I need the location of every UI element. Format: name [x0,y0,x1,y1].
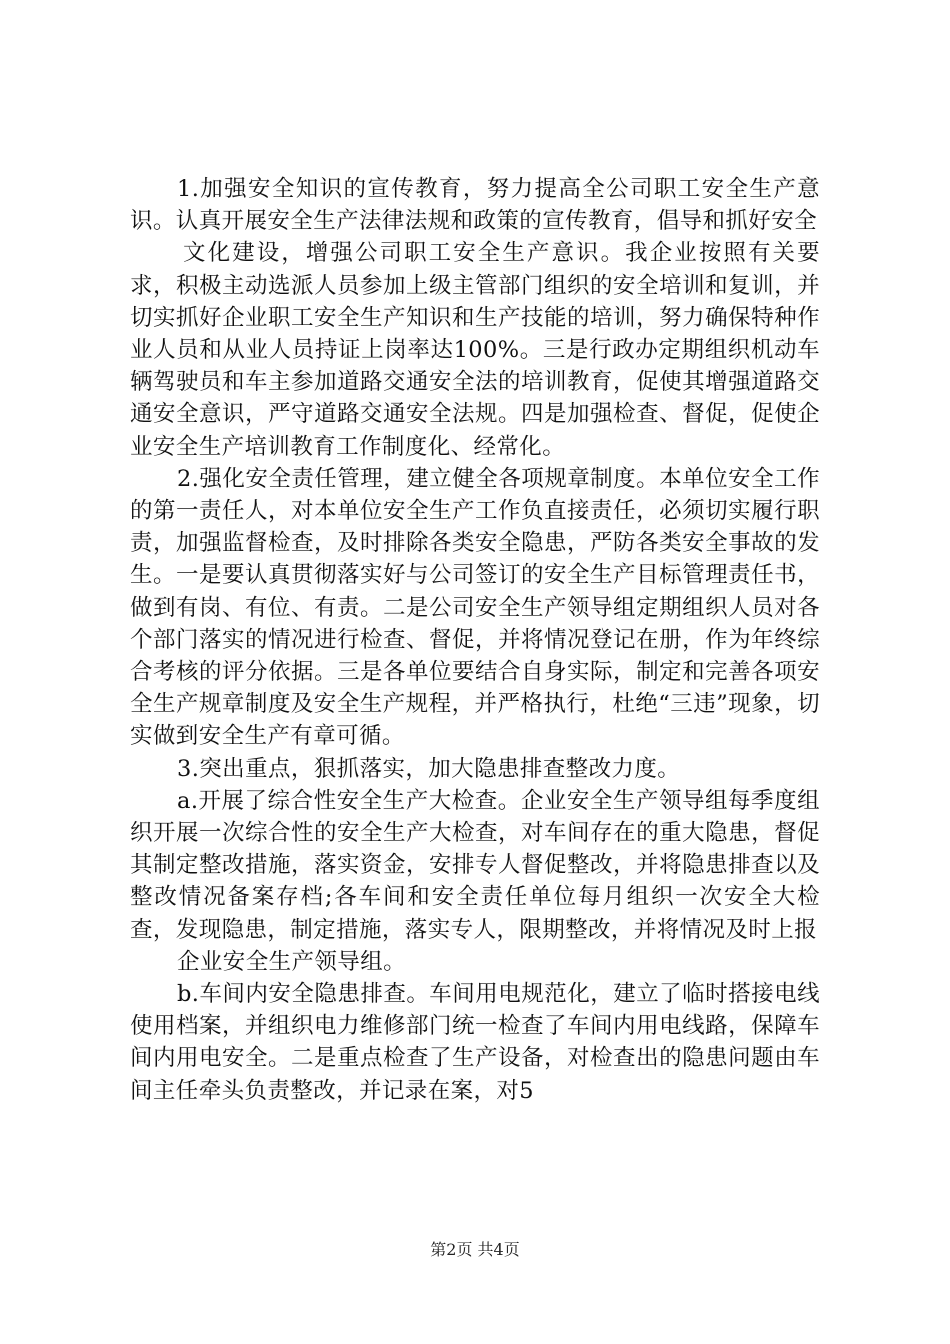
paragraph-5: a.开展了综合性安全生产大检查。企业安全生产领导组每季度组织开展一次综合性的安全生产大检查，对车间存在的重大隐患，督促其制定整改措施，落实资金，安排专人督促整改，并将隐患排查以及整改情况备案存档;各车间和安全责任单位每月组织一次安全大检查，发现隐患，制定措施，落实专人，限期整改，并将情况及时上报 [130,787,820,943]
paragraph-7: b.车间内安全隐患排查。车间用电规范化，建立了临时搭接电线使用档案，并组织电力维修部门统一检查了车间内用电线路，保障车间内用电安全。二是重点检查了生产设备，对检查出的隐患问题由车间主任牵头负责整改，并记录在案，对5 [130,981,820,1104]
paragraph-6: 企业安全生产领导组。 [177,948,407,975]
paragraph-4: 3.突出重点，狠抓落实，加大隐患排查整改力度。 [177,755,681,782]
paragraph-3: 2.强化安全责任管理，建立健全各项规章制度。本单位安全工作的第一责任人，对本单位安全生产工作负直接责任，必须切实履行职责，加强监督检查，及时排除各类安全隐患，严防各类安全事故的发生。一是要认真贯彻落实好与公司签订的安全生产目标管理责任书，做到有岗、有位、有责。二是公司安全生产领导组定期组织人员对各个部门落实的情况进行检查、督促，并将情况登记在册，作为年终综合考核的评分依据。三是各单位要结合自身实际，制定和完善各项安全生产规章制度及安全生产规程，并严格执行，杜绝“三违”现象，切实做到安全生产有章可循。 [130,465,820,750]
paragraph-2: 文化建设，增强公司职工安全生产意识。我企业按照有关要求，积极主动选派人员参加上级主管部门组织的安全培训和复训，并切实抓好企业职工安全生产知识和生产技能的培训，努力确保特种作业人员和从业人员持证上岗率达100%。三是行政办定期组织机动车辆驾驶员和车主参加道路交通安全法的培训教育，促使其增强道路交通安全意识，严守道路交通安全法规。四是加强检查、督促，促使企业安全生产培训教育工作制度化、经常化。 [130,240,820,460]
document-body [130,173,820,1107]
paragraph-1: 1.加强安全知识的宣传教育，努力提高全公司职工安全生产意识。认真开展安全生产法律法规和政策的宣传教育，倡导和抓好安全 [130,176,820,235]
page-number-footer: 第2页 共4页 [430,1240,520,1259]
